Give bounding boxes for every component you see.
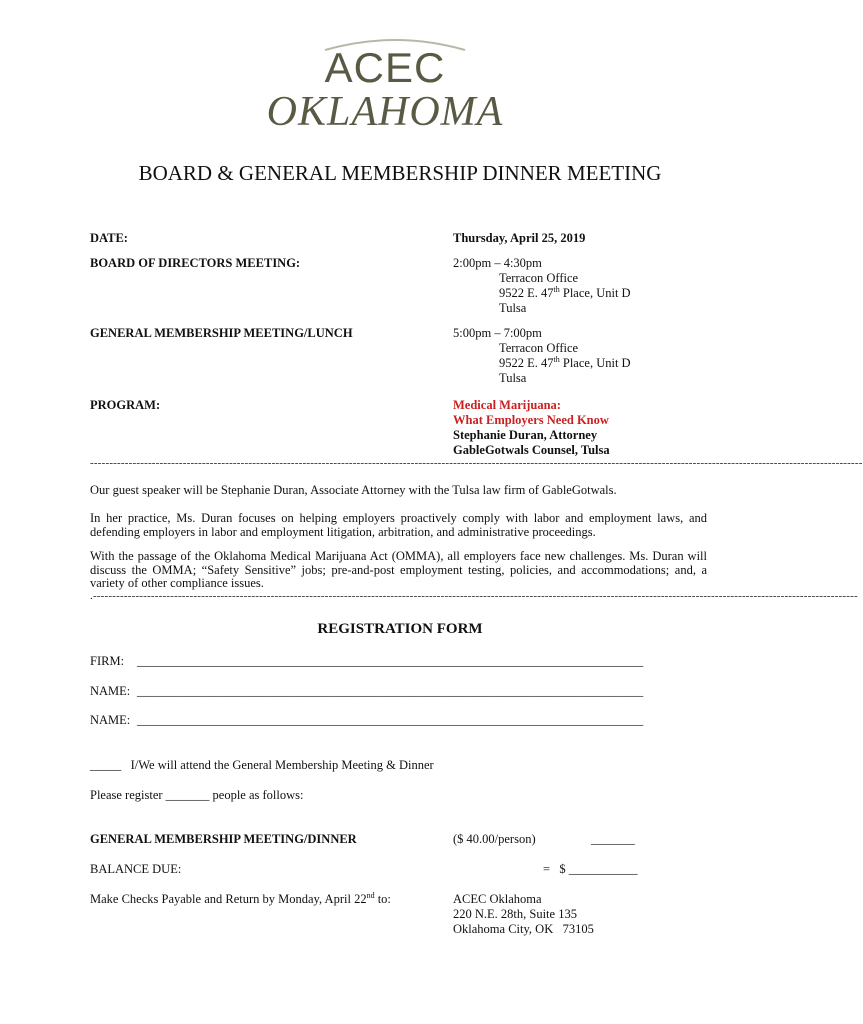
program-subtopic: What Employers Need Know [453, 413, 609, 427]
separator-top: -------------------------------------------------------------------------------------------------------------------------------------------------------------------------------------------------------- [90, 457, 863, 469]
gm-dinner-label: GENERAL MEMBERSHIP MEETING/DINNER [90, 832, 357, 846]
name-field-2[interactable]: _________________________________________________________________________________ [137, 713, 644, 727]
board-time: 2:00pm – 4:30pm [453, 256, 542, 270]
general-address [453, 356, 631, 371]
address-line-2: 220 N.E. 28th, Suite 135 [453, 907, 577, 921]
general-details [453, 326, 631, 386]
general-label: GENERAL MEMBERSHIP MEETING/LUNCH [90, 326, 353, 340]
general-address-sup: th [553, 354, 560, 364]
checks-line [90, 892, 391, 907]
registration-title: REGISTRATION FORM [317, 621, 483, 637]
balance-label: BALANCE DUE: [90, 862, 182, 876]
address-line-3: Oklahoma City, OK 73105 [453, 922, 594, 936]
name-label-1: NAME: [90, 684, 131, 698]
general-time: 5:00pm – 7:00pm [453, 326, 542, 340]
intro-paragraph: Our guest speaker will be Stephanie Duran, Associate Attorney with the Tulsa law firm of GableGotwals. [90, 483, 617, 497]
general-address-rest: Place, Unit D [559, 356, 631, 370]
program-label: PROGRAM: [90, 398, 161, 412]
register-line[interactable]: Please register _______ people as follows: [90, 788, 304, 802]
gm-dinner-price: ($ 40.00/person) [453, 832, 536, 846]
general-venue: Terracon Office [499, 341, 579, 355]
omma-paragraph: With the passage of the Oklahoma Medical Marijuana Act (OMMA), all employers face new challenges. Ms. Duran will discuss the OMMA; “Safety Sensitive” jobs; pre-and-post employment testing, policies, and accommodations; and, a variety of other compliance issues. [90, 549, 707, 590]
practice-paragraph: In her practice, Ms. Duran focuses on helping employers proactively comply with labor and employment laws, and defending employers in labor and employment litigation, arbitration, and administrative proceedings. [90, 511, 707, 539]
separator-bottom: .------------------------------------------------------------------------------------------------------------------------------------------------------------------------------------------------------ [90, 590, 858, 602]
balance-field[interactable]: = $ ___________ [543, 862, 638, 876]
checks-text: Make Checks Payable and Return by Monday, April 22 [90, 892, 367, 906]
logo-oklahoma: OKLAHOMA [266, 89, 504, 135]
board-label: BOARD OF DIRECTORS MEETING: [90, 256, 301, 270]
program-details [453, 398, 610, 458]
board-venue: Terracon Office [499, 271, 579, 285]
logo-acec: ACEC [324, 44, 446, 91]
date-label: DATE: [90, 231, 128, 245]
mailing-address [453, 892, 594, 937]
name-field-1[interactable]: _________________________________________________________________________________ [137, 684, 644, 698]
program-speaker: Stephanie Duran, Attorney [453, 428, 598, 442]
name-label-2: NAME: [90, 713, 131, 727]
gm-dinner-count-field[interactable]: _______ [591, 832, 635, 846]
board-city: Tulsa [499, 301, 527, 315]
page-title: BOARD & GENERAL MEMBERSHIP DINNER MEETING [138, 161, 662, 185]
firm-field[interactable]: _________________________________________________________________________________ [137, 654, 644, 668]
program-firm: GableGotwals Counsel, Tulsa [453, 443, 610, 457]
board-address-street: 9522 E. 47 [499, 286, 554, 300]
general-address-street: 9522 E. 47 [499, 356, 554, 370]
general-city: Tulsa [499, 371, 527, 385]
checks-to: to: [374, 892, 391, 906]
address-line-1: ACEC Oklahoma [453, 892, 542, 906]
program-topic: Medical Marijuana: [453, 398, 561, 412]
board-address [453, 286, 631, 301]
board-address-sup: th [553, 284, 560, 294]
board-details [453, 256, 631, 316]
board-address-rest: Place, Unit D [559, 286, 631, 300]
date-value: Thursday, April 25, 2019 [453, 231, 586, 245]
firm-label: FIRM: [90, 654, 125, 668]
checks-sup: nd [366, 890, 375, 900]
attend-line[interactable]: _____ I/We will attend the General Membership Meeting & Dinner [90, 758, 434, 772]
